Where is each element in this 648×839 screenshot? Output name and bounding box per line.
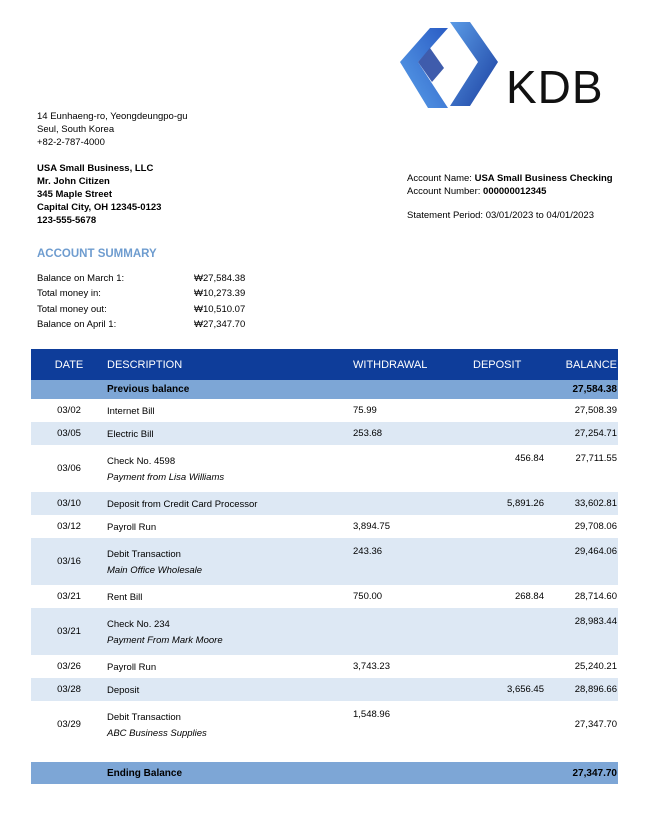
table-header-row [31,349,618,380]
ending-deposit-cell [473,762,544,784]
ending-balance-value: 27,347.70 [544,762,618,784]
bank-phone: +82-2-787-4000 [37,137,105,148]
row-deposit: 3,656.45 [473,678,544,701]
row-withdrawal: 750.00 [353,591,383,602]
row-balance: 29,708.06 [574,521,617,532]
row-date: 03/29 [57,719,81,730]
row-balance: 33,602.81 [544,492,618,515]
table-row [31,515,618,538]
row-description-sub: ABC Business Supplies [107,727,207,739]
summary-label: Total money out: [37,303,107,315]
row-description-text: Payroll Run [107,521,157,533]
bank-address-line2: Seul, South Korea [37,124,115,135]
previous-balance-value: 27,584.38 [544,380,618,399]
row-withdrawal [353,445,473,492]
summary-label: Total money in: [37,288,101,300]
previous-balance-row [31,380,618,399]
summary-value: ₩10,510.07 [194,303,246,315]
account-info [407,172,613,198]
table-row [31,492,618,515]
summary-row [37,304,245,319]
ending-withdrawal-cell [353,762,473,784]
row-withdrawal: 3,894.75 [353,521,390,532]
account-number-label: Account Number: [407,186,481,197]
row-date: 03/16 [31,538,107,585]
table-spacer [31,748,618,762]
row-balance: 28,896.66 [544,678,618,701]
header-balance: BALANCE [544,349,618,380]
ending-date-cell [31,762,107,784]
customer-address [37,162,161,227]
row-description-sub: Main Office Wholesale [107,564,203,576]
row-description-sub: Payment from Lisa Williams [107,471,225,483]
row-withdrawal: 1,548.96 [353,709,390,720]
row-description [107,678,353,701]
row-balance: 28,714.60 [574,591,617,602]
row-deposit [473,399,544,422]
row-description [107,608,353,655]
account-name-value: USA Small Business Checking [474,173,613,184]
customer-street: 345 Maple Street [37,189,112,200]
customer-city: Capital City, OH 12345-0123 [37,202,162,213]
row-balance: 28,983.44 [544,608,618,655]
row-withdrawal [353,608,473,655]
row-deposit: 5,891.26 [473,492,544,515]
account-number-value: 000000012345 [483,186,547,197]
bank-address [37,110,188,149]
row-date: 03/28 [31,678,107,701]
row-deposit: 456.84 [514,453,544,464]
row-description-text: Check No. 4598 [107,455,176,467]
row-deposit [473,608,544,655]
account-name-label: Account Name: [407,173,472,184]
row-date: 03/02 [57,405,81,416]
summary-row [37,319,245,334]
table-row [31,445,618,492]
row-deposit [473,422,544,445]
header-deposit: DEPOSIT [473,349,544,380]
table-row [31,399,618,422]
row-withdrawal: 3,743.23 [353,661,390,672]
row-deposit [473,655,544,678]
row-balance: 27,254.71 [544,422,618,445]
row-date: 03/05 [31,422,107,445]
statement-period [407,210,594,221]
summary-label: Balance on April 1: [37,318,117,330]
row-date: 03/21 [57,591,81,602]
kdb-logo-text: KDB [506,61,604,113]
row-withdrawal: 243.36 [353,538,473,585]
row-description-text: Payroll Run [107,661,157,673]
row-deposit [473,701,544,748]
row-withdrawal [353,492,473,515]
row-date: 03/12 [57,521,81,532]
row-description-text: Debit Transaction [107,548,181,560]
ending-balance-label: Ending Balance [107,762,353,784]
row-balance: 27,347.70 [574,719,617,730]
row-date: 03/06 [57,463,81,474]
row-deposit [473,515,544,538]
row-deposit [473,538,544,585]
row-description [107,515,353,538]
customer-phone: 123-555-5678 [37,215,97,226]
row-balance: 27,711.55 [575,453,617,464]
row-balance: 29,464.06 [544,538,618,585]
spacer-cell [107,748,353,762]
spacer-cell [473,748,544,762]
summary-value: ₩10,273.39 [194,288,246,300]
row-description-text: Rent Bill [107,591,143,603]
spacer-cell [544,748,618,762]
spacer-cell [353,748,473,762]
row-description [107,655,353,678]
ending-balance-row [31,762,618,784]
summary-row [37,273,245,288]
period-label: Statement Period: [407,210,484,221]
row-description [107,585,353,608]
row-description [107,538,353,585]
row-date: 03/21 [31,608,107,655]
row-date: 03/26 [57,661,81,672]
summary-value: ₩27,584.38 [194,273,246,284]
summary-row [37,288,245,303]
row-description [107,399,353,422]
row-balance: 27,508.39 [574,405,617,416]
row-description [107,445,353,492]
row-description-sub: Payment From Mark Moore [107,634,223,646]
row-description-text: Deposit from Credit Card Processor [107,498,258,510]
table-row [31,701,618,748]
row-withdrawal: 253.68 [353,422,473,445]
table-row [31,585,618,608]
row-withdrawal [353,678,473,701]
table-row [31,655,618,678]
row-description-text: Check No. 234 [107,618,170,630]
customer-contact: Mr. John Citizen [37,176,110,187]
row-description-text: Internet Bill [107,405,155,417]
summary-label: Balance on March 1: [37,273,125,284]
row-description-text: Deposit [107,684,140,696]
header-withdrawal: WITHDRAWAL [353,349,473,380]
row-withdrawal: 75.99 [353,405,377,416]
row-description-text: Electric Bill [107,428,154,440]
row-deposit: 268.84 [514,591,544,602]
row-description [107,701,353,748]
table-row [31,422,618,445]
transactions-table [31,349,618,784]
row-date: 03/10 [31,492,107,515]
header-date: DATE [31,349,107,380]
customer-name: USA Small Business, LLC [37,163,154,174]
table-row [31,678,618,701]
account-summary [37,273,245,334]
previous-balance-label: Previous balance [107,380,353,399]
row-description [107,492,353,515]
spacer-cell [31,748,107,762]
header-description: DESCRIPTION [107,349,353,380]
row-description-text: Debit Transaction [107,711,181,723]
kdb-logo-icon [398,20,500,110]
summary-value: ₩27,347.70 [194,318,246,330]
account-summary-title: ACCOUNT SUMMARY [37,248,157,260]
table-row [31,608,618,655]
table-row [31,538,618,585]
period-value: 03/01/2023 to 04/01/2023 [485,210,594,221]
row-balance: 25,240.21 [574,661,617,672]
bank-address-line1: 14 Eunhaeng-ro, Yeongdeungpo-gu [37,111,188,122]
row-description [107,422,353,445]
